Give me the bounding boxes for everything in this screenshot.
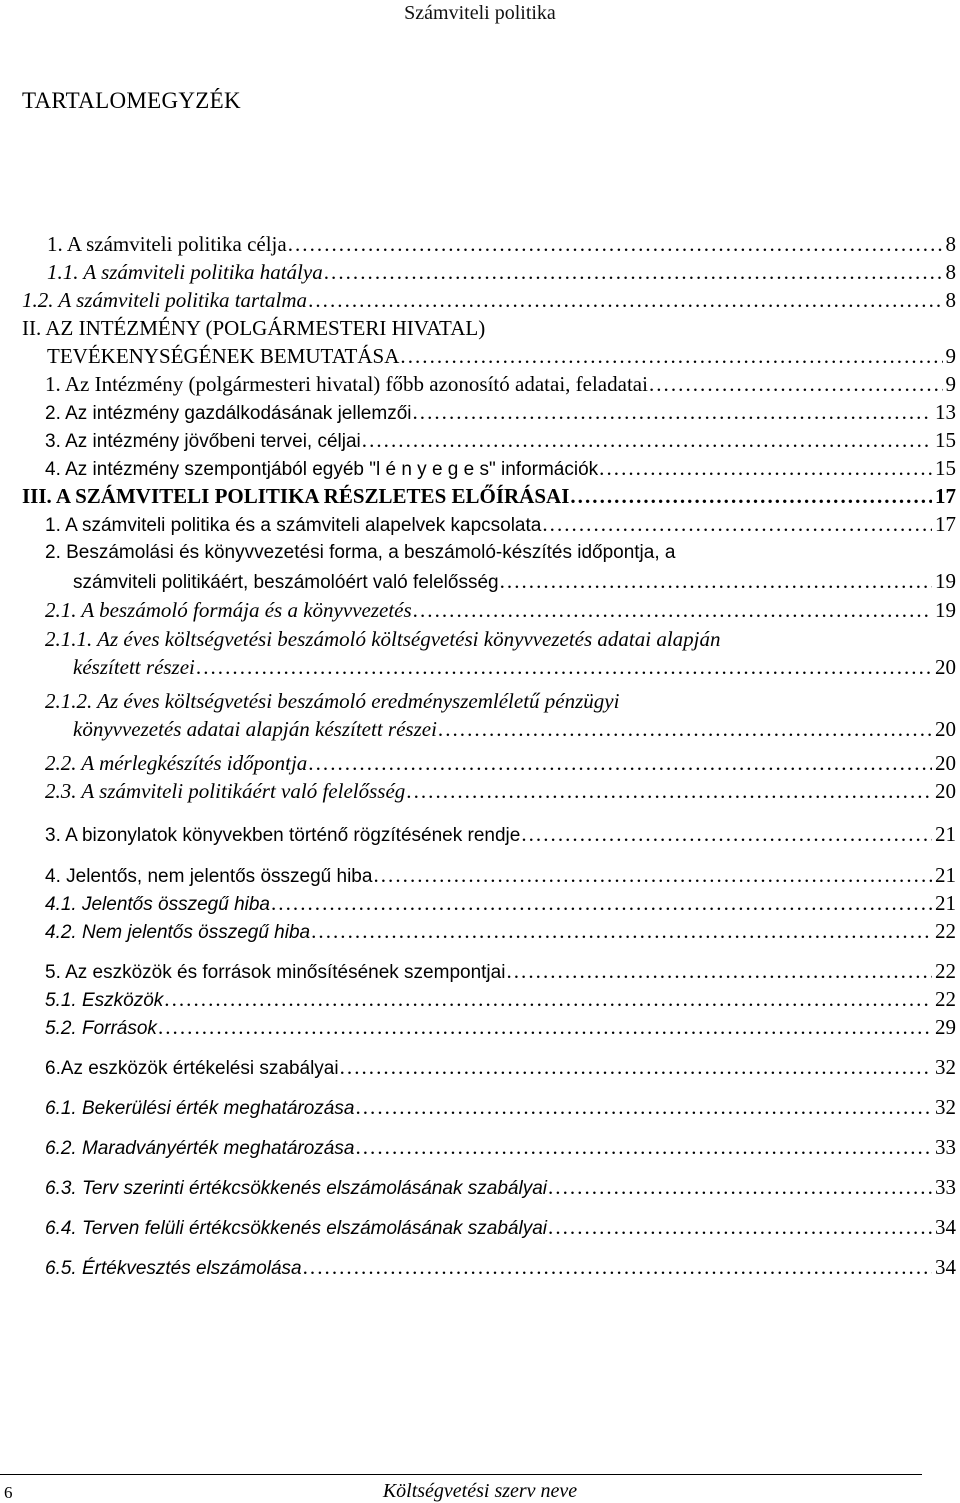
dot-leader xyxy=(362,426,932,454)
toc-entry-title: 5.1. Eszközök xyxy=(45,990,164,1011)
toc-entry-title: 2.2. A mérlegkészítés időpontja xyxy=(45,751,308,775)
dot-leader xyxy=(521,820,932,848)
toc-entry-page-number: 13 xyxy=(935,400,956,424)
toc-entry-title: 3. A bizonylatok könyvekben történő rögzítésének rendje xyxy=(45,825,521,846)
dot-leader xyxy=(400,342,942,370)
toc-entry-page-number: 21 xyxy=(935,891,956,915)
toc-title: TARTALOMEGYZÉK xyxy=(22,88,241,113)
footer-organization-name: Költségvetési szerv neve xyxy=(382,1480,578,1502)
toc-entry-title: 1.1. A számviteli politika hatálya xyxy=(47,260,323,284)
toc-entry-title: számviteli politikáért, beszámolóért való felelősség xyxy=(73,572,499,593)
toc-entry-page-number: 22 xyxy=(935,987,956,1011)
toc-entry-page-number: 20 xyxy=(935,751,956,775)
toc-entry-page-number: 8 xyxy=(945,232,956,256)
toc-entry-title: 5.2. Források xyxy=(45,1018,157,1039)
toc-entry-title: 1.2. A számviteli politika tartalma xyxy=(22,288,308,312)
toc-entry-page-number: 17 xyxy=(935,484,956,508)
toc-entry-title: 5. Az eszközök és források minősítésének szempontjai xyxy=(45,962,506,983)
toc-entry-page-number: 22 xyxy=(935,959,956,983)
toc-entry-page-number: 33 xyxy=(935,1135,956,1159)
dot-leader xyxy=(308,286,942,314)
dot-leader xyxy=(599,454,932,482)
toc-entry-title: 1. Az Intézmény (polgármesteri hivatal) főbb azonosító adatai, feladatai xyxy=(45,372,648,396)
toc-entry-page-number: 8 xyxy=(945,260,956,284)
toc-entry-title: TEVÉKENYSÉGÉNEK BEMUTATÁSA xyxy=(47,344,400,368)
dot-leader xyxy=(271,889,932,917)
dot-leader xyxy=(288,230,943,258)
dot-leader xyxy=(413,596,932,624)
toc-entry-title: 6.Az eszközök értékelési szabályai xyxy=(45,1058,339,1079)
toc-entry-title: 2.3. A számviteli politikáért való felelősség xyxy=(45,779,406,803)
footer-page-number: 6 xyxy=(4,1483,13,1502)
toc-entry-title: 6.1. Bekerülési érték meghatározása xyxy=(45,1098,355,1119)
dot-leader xyxy=(406,777,932,805)
toc-entry-title: 4.1. Jelentős összegű hiba xyxy=(45,894,270,915)
dot-leader xyxy=(196,653,932,681)
toc-entry-page-number: 19 xyxy=(935,598,956,622)
toc-entry-page-number: 29 xyxy=(935,1015,956,1039)
running-header: Számviteli politika xyxy=(404,2,556,24)
toc-entry-page-number: 8 xyxy=(945,288,956,312)
toc-entry-title: 2. Beszámolási és könyvvezetési forma, a beszámoló-készítés időpontja, a xyxy=(45,542,676,563)
toc-entry-page-number: 9 xyxy=(945,372,956,396)
toc-entry-page-number: 20 xyxy=(935,779,956,803)
toc-entry-title: 2.1.2. Az éves költségvetési beszámoló eredményszemléletű pénzügyi xyxy=(45,689,620,713)
toc-entry-title: 4. Jelentős, nem jelentős összegű hiba xyxy=(45,866,373,887)
toc-entry-title: 2. Az intézmény gazdálkodásának jellemzői xyxy=(45,403,412,424)
toc-entry-page-number: 22 xyxy=(935,919,956,943)
toc-entry-page-number: 34 xyxy=(935,1215,956,1239)
dot-leader xyxy=(412,398,932,426)
dot-leader xyxy=(570,482,932,510)
dot-leader xyxy=(506,957,932,985)
toc-entry-title: 6.3. Terv szerinti értékcsökkenés elszámolásának szabályai xyxy=(45,1178,547,1199)
toc-entry-page-number: 21 xyxy=(935,822,956,846)
toc-entry-title: 4. Az intézmény szempontjából egyéb "l é n y e g e s" információk xyxy=(45,459,599,480)
toc-entry-page-number: 19 xyxy=(935,569,956,593)
toc-entry-title: könyvvezetés adatai alapján készített részei xyxy=(73,717,437,741)
toc-entry-page-number: 32 xyxy=(935,1095,956,1119)
toc-entry-title: 6.2. Maradványérték meghatározása xyxy=(45,1138,355,1159)
toc-entry-title: II. AZ INTÉZMÉNY (POLGÁRMESTERI HIVATAL) xyxy=(22,316,486,340)
toc-entry-title: 4.2. Nem jelentős összegű hiba xyxy=(45,922,311,943)
toc-entry-title: 2.1. A beszámoló formája és a könyvvezetés xyxy=(45,598,412,622)
toc-entry-title: 6.5. Értékvesztés elszámolása xyxy=(45,1258,302,1279)
toc-entry-page-number: 20 xyxy=(935,717,956,741)
toc-entry-page-number: 21 xyxy=(935,863,956,887)
toc-entry-page-number: 34 xyxy=(935,1255,956,1279)
dot-leader xyxy=(542,510,932,538)
dot-leader xyxy=(311,917,932,945)
toc-entry-title: 1. A számviteli politika és a számviteli alapelvek kapcsolata xyxy=(45,515,542,536)
toc-entry-title: III. A SZÁMVITELI POLITIKA RÉSZLETES ELŐÍRÁSAI xyxy=(22,484,570,508)
dot-leader xyxy=(649,370,943,398)
toc-entry-page-number: 9 xyxy=(945,344,956,368)
dot-leader xyxy=(355,1093,932,1121)
dot-leader xyxy=(303,1253,932,1281)
dot-leader xyxy=(164,985,932,1013)
toc-entry-page-number: 32 xyxy=(935,1055,956,1079)
toc-entry-title: 6.4. Terven felüli értékcsökkenés elszámolásának szabályai xyxy=(45,1218,548,1239)
toc-entry-title: 3. Az intézmény jövőbeni tervei, céljai xyxy=(45,431,361,452)
dot-leader xyxy=(373,861,932,889)
dot-leader xyxy=(438,715,932,743)
dot-leader xyxy=(308,749,932,777)
toc-entry-page-number: 15 xyxy=(935,456,956,480)
dot-leader xyxy=(340,1053,932,1081)
toc-entry-title: 1. A számviteli politika célja xyxy=(47,232,287,256)
dot-leader xyxy=(500,567,932,595)
toc-entry-page-number: 20 xyxy=(935,655,956,679)
dot-leader xyxy=(548,1173,932,1201)
toc-entry-page-number: 33 xyxy=(935,1175,956,1199)
dot-leader xyxy=(548,1213,932,1241)
dot-leader xyxy=(158,1013,932,1041)
toc-entry-title: készített részei xyxy=(73,655,195,679)
toc-entry-page-number: 17 xyxy=(935,512,956,536)
toc-entry-title: 2.1.1. Az éves költségvetési beszámoló költségvetési könyvvezetés adatai alapján xyxy=(45,627,721,651)
dot-leader xyxy=(355,1133,932,1161)
toc-entry-page-number: 15 xyxy=(935,428,956,452)
dot-leader xyxy=(324,258,943,286)
footer-divider xyxy=(0,1474,922,1475)
